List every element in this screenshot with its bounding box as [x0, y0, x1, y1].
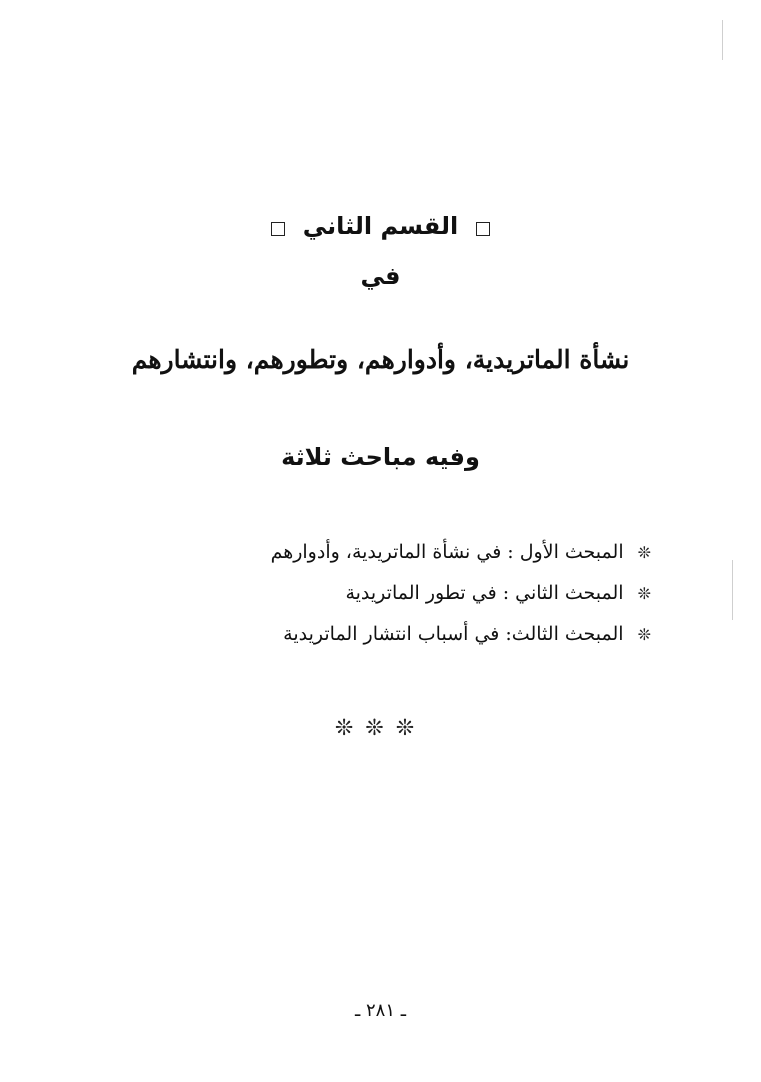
sections-intro: وفيه مباحث ثلاثة	[281, 443, 480, 471]
section-title-row	[0, 212, 761, 240]
square-box-icon	[271, 222, 285, 236]
section-title: القسم الثاني	[302, 212, 459, 240]
section-subject: نشأة الماتريدية، وأدوارهم، وتطورهم، وانتشارهم	[131, 345, 630, 374]
scan-edge-mark	[732, 560, 733, 620]
scan-edge-mark	[722, 20, 723, 60]
asterisk-bullet-icon: ❊	[637, 625, 651, 644]
asterism-separator: ❊❊❊	[334, 716, 427, 741]
section-entry-text: المبحث الثاني : في تطور الماتريدية	[345, 582, 624, 604]
sections-list	[271, 532, 651, 655]
square-box-icon	[476, 222, 490, 236]
section-entry-text: المبحث الثالث: في أسباب انتشار الماتريدية	[283, 623, 624, 645]
list-item	[271, 532, 651, 573]
section-entry-text: المبحث الأول : في نشأة الماتريدية، وأدوارهم	[270, 541, 624, 563]
list-item	[271, 573, 651, 614]
asterisk-bullet-icon: ❊	[637, 543, 651, 562]
preposition-line: في	[360, 262, 401, 290]
page-number: ـ ٢٨١ ـ	[354, 1000, 406, 1021]
asterisk-bullet-icon: ❊	[637, 584, 651, 603]
list-item	[271, 614, 651, 655]
